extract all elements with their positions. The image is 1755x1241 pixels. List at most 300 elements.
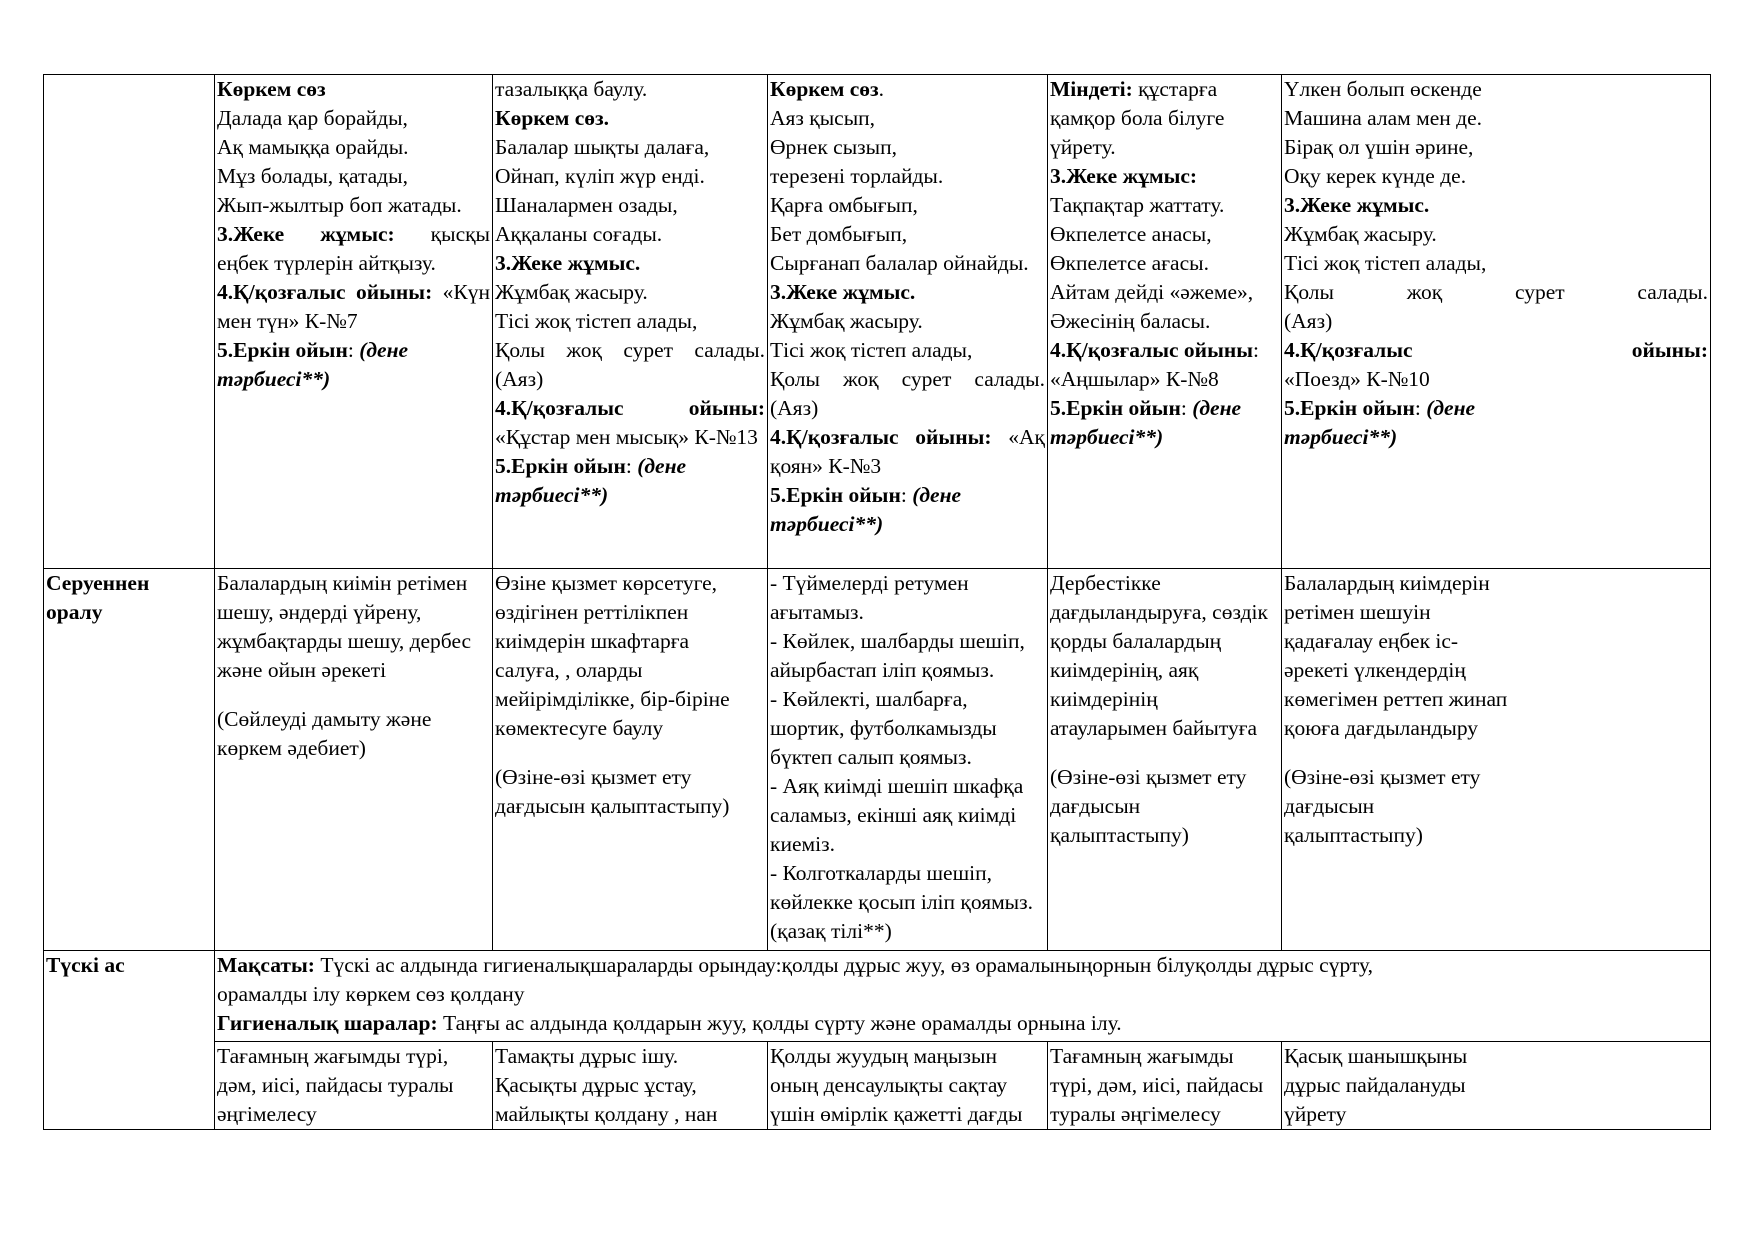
bold-text: 5.Еркін ойын [770, 483, 901, 507]
plain-text: Далада қар борайды, [217, 106, 408, 130]
plain-text: Қасықты дұрыс ұстау, [495, 1073, 697, 1097]
bold-text: 3.Жеке жұмыс. [1284, 193, 1430, 217]
text-line [1050, 821, 1279, 850]
text-line [770, 656, 1045, 685]
plain-text: мейірімділікке, бір-біріне [495, 687, 730, 711]
text-line [1284, 792, 1708, 821]
text-line [495, 423, 765, 452]
text-line [217, 278, 490, 307]
plain-text: - Түймелерді ретумен [770, 571, 969, 595]
plain-text: көмегімен реттеп жинап [1284, 687, 1508, 711]
plain-text: Аяз қысып, [770, 106, 876, 130]
text-line [1284, 307, 1708, 336]
plain-text: Тісі жоқ тістеп алады, [1284, 251, 1487, 275]
text-line [1284, 365, 1708, 394]
plain-text: әрекеті үлкендердің [1284, 658, 1466, 682]
cell-return-day1 [215, 569, 493, 951]
bold-text: 5.Еркін ойын [495, 454, 626, 478]
text-line [495, 569, 765, 598]
plain-text: : [1414, 396, 1427, 420]
text-line [770, 394, 1045, 423]
plain-text: Қолы жоқ сурет салады. [770, 367, 1045, 391]
text-line [770, 481, 1045, 510]
bold-text: 4.Қ/қозғалыс ойыны: [1284, 338, 1708, 362]
text-line [1284, 394, 1708, 423]
plain-text: (Өзіне-өзі қызмет ету [1284, 765, 1481, 789]
text-line [1284, 249, 1708, 278]
plain-text: Бірақ ол үшін әрине, [1284, 135, 1474, 159]
text-line [1284, 569, 1708, 598]
text-line [495, 792, 765, 821]
cell-lunch-day2 [493, 1042, 768, 1130]
plain-text: қысқы [394, 222, 490, 246]
plain-text: (Аяз) [1284, 309, 1333, 333]
plain-text: дағдысын қалыптастыпу) [495, 794, 730, 818]
italic-text: (дене [1192, 396, 1242, 420]
plain-text: киімдерінің [1050, 687, 1158, 711]
plain-text: (Аяз) [770, 396, 819, 420]
text-line [770, 1042, 1045, 1071]
plan-table [43, 74, 1711, 1130]
bold-text: 3.Жеке жұмыс: [1050, 164, 1198, 188]
plain-text: Балалар шықты далаға, [495, 135, 710, 159]
plain-text: : [1253, 338, 1260, 362]
text-line [495, 336, 765, 365]
cell-return-day5 [1282, 569, 1711, 951]
text-line [1050, 191, 1279, 220]
plain-text: «Құстар мен мысық» К-№13 [495, 425, 758, 449]
text-line [217, 75, 490, 104]
plain-text: туралы әңгімелесу [1050, 1102, 1221, 1126]
plain-text: : [1180, 396, 1193, 420]
text-line [770, 772, 1045, 801]
text-line [495, 627, 765, 656]
text-line [217, 1042, 490, 1071]
text-line [770, 278, 1045, 307]
italic-text: тәрбиесі**) [1050, 425, 1164, 449]
table-row-art [44, 75, 1711, 569]
text-line [1284, 685, 1708, 714]
text-line [1050, 1042, 1279, 1071]
text-line [495, 133, 765, 162]
text-line [495, 191, 765, 220]
bold-text: 3.Жеке жұмыс: [217, 222, 395, 246]
plain-text: дәм, иісі, пайдасы туралы [217, 1073, 454, 1097]
plain-text: үйрету [1284, 1102, 1347, 1126]
plain-text: . [878, 77, 885, 101]
plain-text: қалыптастыпу) [1050, 823, 1189, 847]
text-line [770, 191, 1045, 220]
plain-text: Шаналармен озады, [495, 193, 678, 217]
plain-text: Қолы жоқ сурет салады. [495, 338, 765, 362]
cell-art-day2 [493, 75, 768, 569]
text-line [217, 336, 490, 365]
text-line [1284, 763, 1708, 792]
plain-text: «Поезд» К-№10 [1284, 367, 1430, 391]
plain-text: еңбек түрлерін айтқызу. [217, 251, 436, 275]
plain-text: көмектесуге баулу [495, 716, 664, 740]
plain-text: дағдысын [1050, 794, 1141, 818]
cell-lunch-day5 [1282, 1042, 1711, 1130]
plain-text: бүктеп салып қоямыз. [770, 745, 972, 769]
text-line [495, 763, 765, 792]
plain-text: шортик, футболкамызды [770, 716, 997, 740]
plain-text: айырбастап іліп қоямыз. [770, 658, 995, 682]
text-line [1050, 249, 1279, 278]
plain-text: Ойнап, күліп жүр енді. [495, 164, 705, 188]
plain-text: терезені торлайды. [770, 164, 944, 188]
plain-text: Жұмбақ жасыру. [1284, 222, 1437, 246]
text-line [1050, 162, 1279, 191]
text-line [770, 627, 1045, 656]
text-line [1050, 423, 1279, 452]
text-line [770, 917, 1045, 946]
text-line [495, 394, 765, 423]
bold-text: 3.Жеке жұмыс. [770, 280, 916, 304]
plain-text: тазалыққа баулу. [495, 77, 648, 101]
plain-text: Өкпелетсе анасы, [1050, 222, 1212, 246]
text-line [495, 162, 765, 191]
text-line [1050, 1100, 1279, 1129]
plain-text: және ойын әрекеті [217, 658, 387, 682]
text-line [1050, 685, 1279, 714]
text-line [1284, 220, 1708, 249]
text-line [217, 133, 490, 162]
text-line [217, 162, 490, 191]
plain-text: «Аңшылар» К-№8 [1050, 367, 1219, 391]
text-line [770, 133, 1045, 162]
text-line [1284, 162, 1708, 191]
cell-lunch-goal [215, 951, 1711, 1042]
table-row-lunch [44, 951, 1711, 1042]
plain-text: «Ақ [991, 425, 1045, 449]
text-line [770, 162, 1045, 191]
plain-text: Қолды жуудың маңызын [770, 1044, 997, 1068]
text-line [1284, 1042, 1708, 1071]
cell-lunch-day1 [215, 1042, 493, 1130]
bold-text: Көркем сөз. [495, 106, 610, 130]
text-line [217, 191, 490, 220]
text-line [1284, 1071, 1708, 1100]
plain-text: мен түн» К-№7 [217, 309, 358, 333]
text-line [217, 307, 490, 336]
text-line [1284, 821, 1708, 850]
plain-text: Жұмбақ жасыру. [770, 309, 923, 333]
plain-text: Тісі жоқ тістеп алады, [770, 338, 973, 362]
text-line [770, 569, 1045, 598]
plain-text: - Көйлек, шалбарды шешіп, [770, 629, 1025, 653]
text-line [217, 627, 490, 656]
bold-text: Көркем сөз [770, 77, 879, 101]
plain-text: киеміз. [770, 832, 835, 856]
plain-text: саламыз, екінші аяқ киімді [770, 803, 1017, 827]
bold-text: 5.Еркін ойын [217, 338, 348, 362]
plain-text: жұмбақтарды шешу, дербес [217, 629, 472, 653]
text-line [217, 1100, 490, 1129]
text-line [770, 249, 1045, 278]
bold-text: 5.Еркін ойын [1284, 396, 1415, 420]
plain-text: Тақпақтар жаттату. [1050, 193, 1225, 217]
plain-text: Үлкен болып өскенде [1284, 77, 1482, 101]
plain-text: - Колготкаларды шешіп, [770, 861, 993, 885]
bold-text: 4.Қ/қозғалыс ойыны: [495, 396, 765, 420]
text-line [1050, 569, 1279, 598]
plain-text: құстарға [1132, 77, 1218, 101]
text-line [1050, 763, 1279, 792]
text-line [495, 1100, 765, 1129]
text-line [495, 685, 765, 714]
text-line [770, 1100, 1045, 1129]
text-line [1050, 656, 1279, 685]
text-line [217, 980, 1708, 1009]
plain-text: Балалардың киімін ретімен [217, 571, 468, 595]
plain-text: өздігінен реттілікпен [495, 600, 689, 624]
text-line [770, 452, 1045, 481]
bold-text: Міндеті: [1050, 77, 1133, 101]
cell-art-day1 [215, 75, 493, 569]
text-line [770, 598, 1045, 627]
italic-text: тәрбиесі**) [770, 512, 884, 536]
plain-text: үйрету. [1050, 135, 1116, 159]
text-line [1050, 714, 1279, 743]
text-line [495, 278, 765, 307]
italic-text: тәрбиесі**) [217, 367, 331, 391]
row-label-lunch [44, 951, 215, 1130]
text-line [217, 365, 490, 394]
text-line [495, 656, 765, 685]
text-line [770, 75, 1045, 104]
text-line [1050, 75, 1279, 104]
plain-text: (Аяз) [495, 367, 544, 391]
text-line [1284, 598, 1708, 627]
plain-text: қоян» К-№3 [770, 454, 882, 478]
cell-lunch-day3 [768, 1042, 1048, 1130]
text-line [217, 734, 490, 763]
bold-text: 4.Қ/қозғалыс ойыны: [217, 280, 433, 304]
plain-text: Мұз болады, қатады, [217, 164, 408, 188]
plain-text: оның денсаулықты сақтау [770, 1073, 1008, 1097]
plain-text: : [347, 338, 360, 362]
text-line [1050, 220, 1279, 249]
plain-text: Өкпелетсе ағасы. [1050, 251, 1209, 275]
plain-text: Тағамның жағымды түрі, [217, 1044, 449, 1068]
text-line [1284, 336, 1708, 365]
text-line: Серуеннен [46, 571, 150, 595]
text-line [1050, 336, 1279, 365]
cell-return-day3 [768, 569, 1048, 951]
plain-text: киімдерін шкафтарға [495, 629, 690, 653]
plain-text: орамалды ілу көркем сөз қолдану [217, 982, 525, 1006]
bold-text: Мақсаты: [217, 953, 315, 977]
bold-text: Гигиеналық шаралар: [217, 1011, 438, 1035]
plain-text: әңгімелесу [217, 1102, 317, 1126]
text-line [495, 104, 765, 133]
text-line [770, 307, 1045, 336]
text-line [1284, 133, 1708, 162]
text-line [1284, 278, 1708, 307]
plain-text: Жұмбақ жасыру. [495, 280, 648, 304]
text-line [1050, 307, 1279, 336]
text-line [495, 1042, 765, 1071]
plain-text: (Өзіне-өзі қызмет ету [495, 765, 692, 789]
text-line [1050, 1071, 1279, 1100]
plain-text: қорды балалардың [1050, 629, 1222, 653]
text-line [770, 685, 1045, 714]
plain-text: Дербестікке [1050, 571, 1161, 595]
text-line [770, 1071, 1045, 1100]
text-line [495, 598, 765, 627]
plain-text: Қасық шанышқыны [1284, 1044, 1468, 1068]
text-line [217, 1071, 490, 1100]
text-line [495, 714, 765, 743]
text-line [217, 705, 490, 734]
text-line [1284, 714, 1708, 743]
plain-text: салуға, , оларды [495, 658, 643, 682]
text-line [495, 220, 765, 249]
text-line: оралу [46, 600, 103, 624]
text-line [770, 888, 1045, 917]
plain-text: көркем әдебиет) [217, 736, 366, 760]
cell-lunch-day4 [1048, 1042, 1282, 1130]
text-line [495, 307, 765, 336]
plain-text: Жып-жылтыр боп жатады. [217, 193, 462, 217]
plain-text: Әжесінің баласы. [1050, 309, 1211, 333]
plain-text: Бет домбығып, [770, 222, 908, 246]
plain-text: Қолы жоқ сурет салады. [1284, 280, 1708, 304]
italic-text: (дене [1426, 396, 1476, 420]
text-line [1050, 133, 1279, 162]
plain-text: : [625, 454, 638, 478]
text-line [770, 104, 1045, 133]
text-line [770, 510, 1045, 539]
text-line [495, 1071, 765, 1100]
plain-text: ағытамыз. [770, 600, 864, 624]
row-label-return [44, 569, 215, 951]
cell-return-day4 [1048, 569, 1282, 951]
plain-text: киімдерінің, аяқ [1050, 658, 1199, 682]
text-line [770, 743, 1045, 772]
text-line [217, 220, 490, 249]
text-line [1050, 278, 1279, 307]
cell-art-day3 [768, 75, 1048, 569]
italic-text: тәрбиесі**) [495, 483, 609, 507]
plain-text: шешу, әндерді үйрену, [217, 600, 422, 624]
plain-text: «Күн [432, 280, 490, 304]
text-line [1284, 191, 1708, 220]
text-line [770, 801, 1045, 830]
text-line [1050, 743, 1279, 763]
italic-text: тәрбиесі**) [1284, 425, 1398, 449]
plain-text: қоюға дағдыландыру [1284, 716, 1479, 740]
text-line [1284, 627, 1708, 656]
plain-text: Түскі ас алдында гигиеналықшараларды орындау:қолды дұрыс жуу, өз орамалыныңорнын білуқолды дұрыс сүрту, [314, 953, 1374, 977]
text-line [770, 830, 1045, 859]
text-line [495, 365, 765, 394]
text-line [495, 75, 765, 104]
text-line [1284, 1100, 1708, 1129]
cell-art-day4 [1048, 75, 1282, 569]
plain-text: қалыптастыпу) [1284, 823, 1423, 847]
plain-text: дағдысын [1284, 794, 1375, 818]
text-line [1050, 365, 1279, 394]
plain-text: қадағалау еңбек іс- [1284, 629, 1459, 653]
text-line [1284, 104, 1708, 133]
text-line [217, 569, 490, 598]
bold-text: 4.Қ/қозғалыс ойыны [1050, 338, 1254, 362]
text-line [217, 685, 490, 705]
plain-text: (Өзіне-өзі қызмет ету [1050, 765, 1247, 789]
plain-text: Тамақты дұрыс ішу. [495, 1044, 679, 1068]
plain-text: Сырғанап балалар ойнайды. [770, 251, 1029, 275]
plain-text: - Аяқ киімді шешіп шкафқа [770, 774, 1024, 798]
bold-text: Көркем сөз [217, 77, 326, 101]
table-row-lunch-days [44, 1042, 1711, 1130]
text-line [1050, 104, 1279, 133]
plain-text: - Көйлекті, шалбарға, [770, 687, 968, 711]
plain-text: (Сөйлеуді дамыту және [217, 707, 432, 731]
plain-text: Өрнек сызып, [770, 135, 897, 159]
plain-text: дағдыландыруға, сөздік [1050, 600, 1268, 624]
plain-text: үшін өмірлік қажетті дағды [770, 1102, 1023, 1126]
text-line [1284, 656, 1708, 685]
bold-text: 3.Жеке жұмыс. [495, 251, 641, 275]
plain-text: Тағамның жағымды [1050, 1044, 1234, 1068]
plain-text: Айтам дейді «әжеме», [1050, 280, 1254, 304]
text-line [217, 598, 490, 627]
plain-text: майлықты қолдану , нан [495, 1102, 718, 1126]
text-line [217, 1009, 1708, 1038]
plain-text: Аққаланы соғады. [495, 222, 663, 246]
text-line [1284, 743, 1708, 763]
plain-text: Тісі жоқ тістеп алады, [495, 309, 698, 333]
text-line [1050, 627, 1279, 656]
text-line [1050, 792, 1279, 821]
plain-text: : [900, 483, 913, 507]
bold-text: 4.Қ/қозғалыс ойыны: [770, 425, 992, 449]
text-line [495, 743, 765, 763]
italic-text: (дене [359, 338, 409, 362]
plain-text: (қазақ тілі**) [770, 919, 892, 943]
plain-text: Балалардың киімдерін [1284, 571, 1490, 595]
plain-text: ретімен шешуін [1284, 600, 1431, 624]
plain-text: қамқор бола білуге [1050, 106, 1225, 130]
text-line [217, 104, 490, 133]
plain-text: Ақ мамыққа орайды. [217, 135, 409, 159]
plain-text: көйлекке қосып іліп қоямыз. [770, 890, 1033, 914]
cell-return-day2 [493, 569, 768, 951]
cell-art-day5 [1282, 75, 1711, 569]
plain-text: Оқу керек күнде де. [1284, 164, 1467, 188]
text-line [1050, 598, 1279, 627]
plain-text: Өзіне қызмет көрсетуге, [495, 571, 718, 595]
text-line: Түскі ас [46, 953, 125, 977]
text-line [1050, 394, 1279, 423]
plain-text: түрі, дәм, иісі, пайдасы [1050, 1073, 1264, 1097]
text-line [495, 452, 765, 481]
plain-text: Қарға омбығып, [770, 193, 918, 217]
plain-text: дұрыс пайдалануды [1284, 1073, 1466, 1097]
plain-text: Таңғы ас алдында қолдарын жуу, қолды сүрту және орамалды орнына ілу. [437, 1011, 1122, 1035]
italic-text: (дене [637, 454, 687, 478]
text-line [217, 249, 490, 278]
text-line [770, 220, 1045, 249]
text-line [770, 423, 1045, 452]
text-line [770, 714, 1045, 743]
text-line [770, 365, 1045, 394]
plain-text: Машина алам мен де. [1284, 106, 1483, 130]
table-row-return [44, 569, 1711, 951]
row-label-empty [44, 75, 215, 569]
